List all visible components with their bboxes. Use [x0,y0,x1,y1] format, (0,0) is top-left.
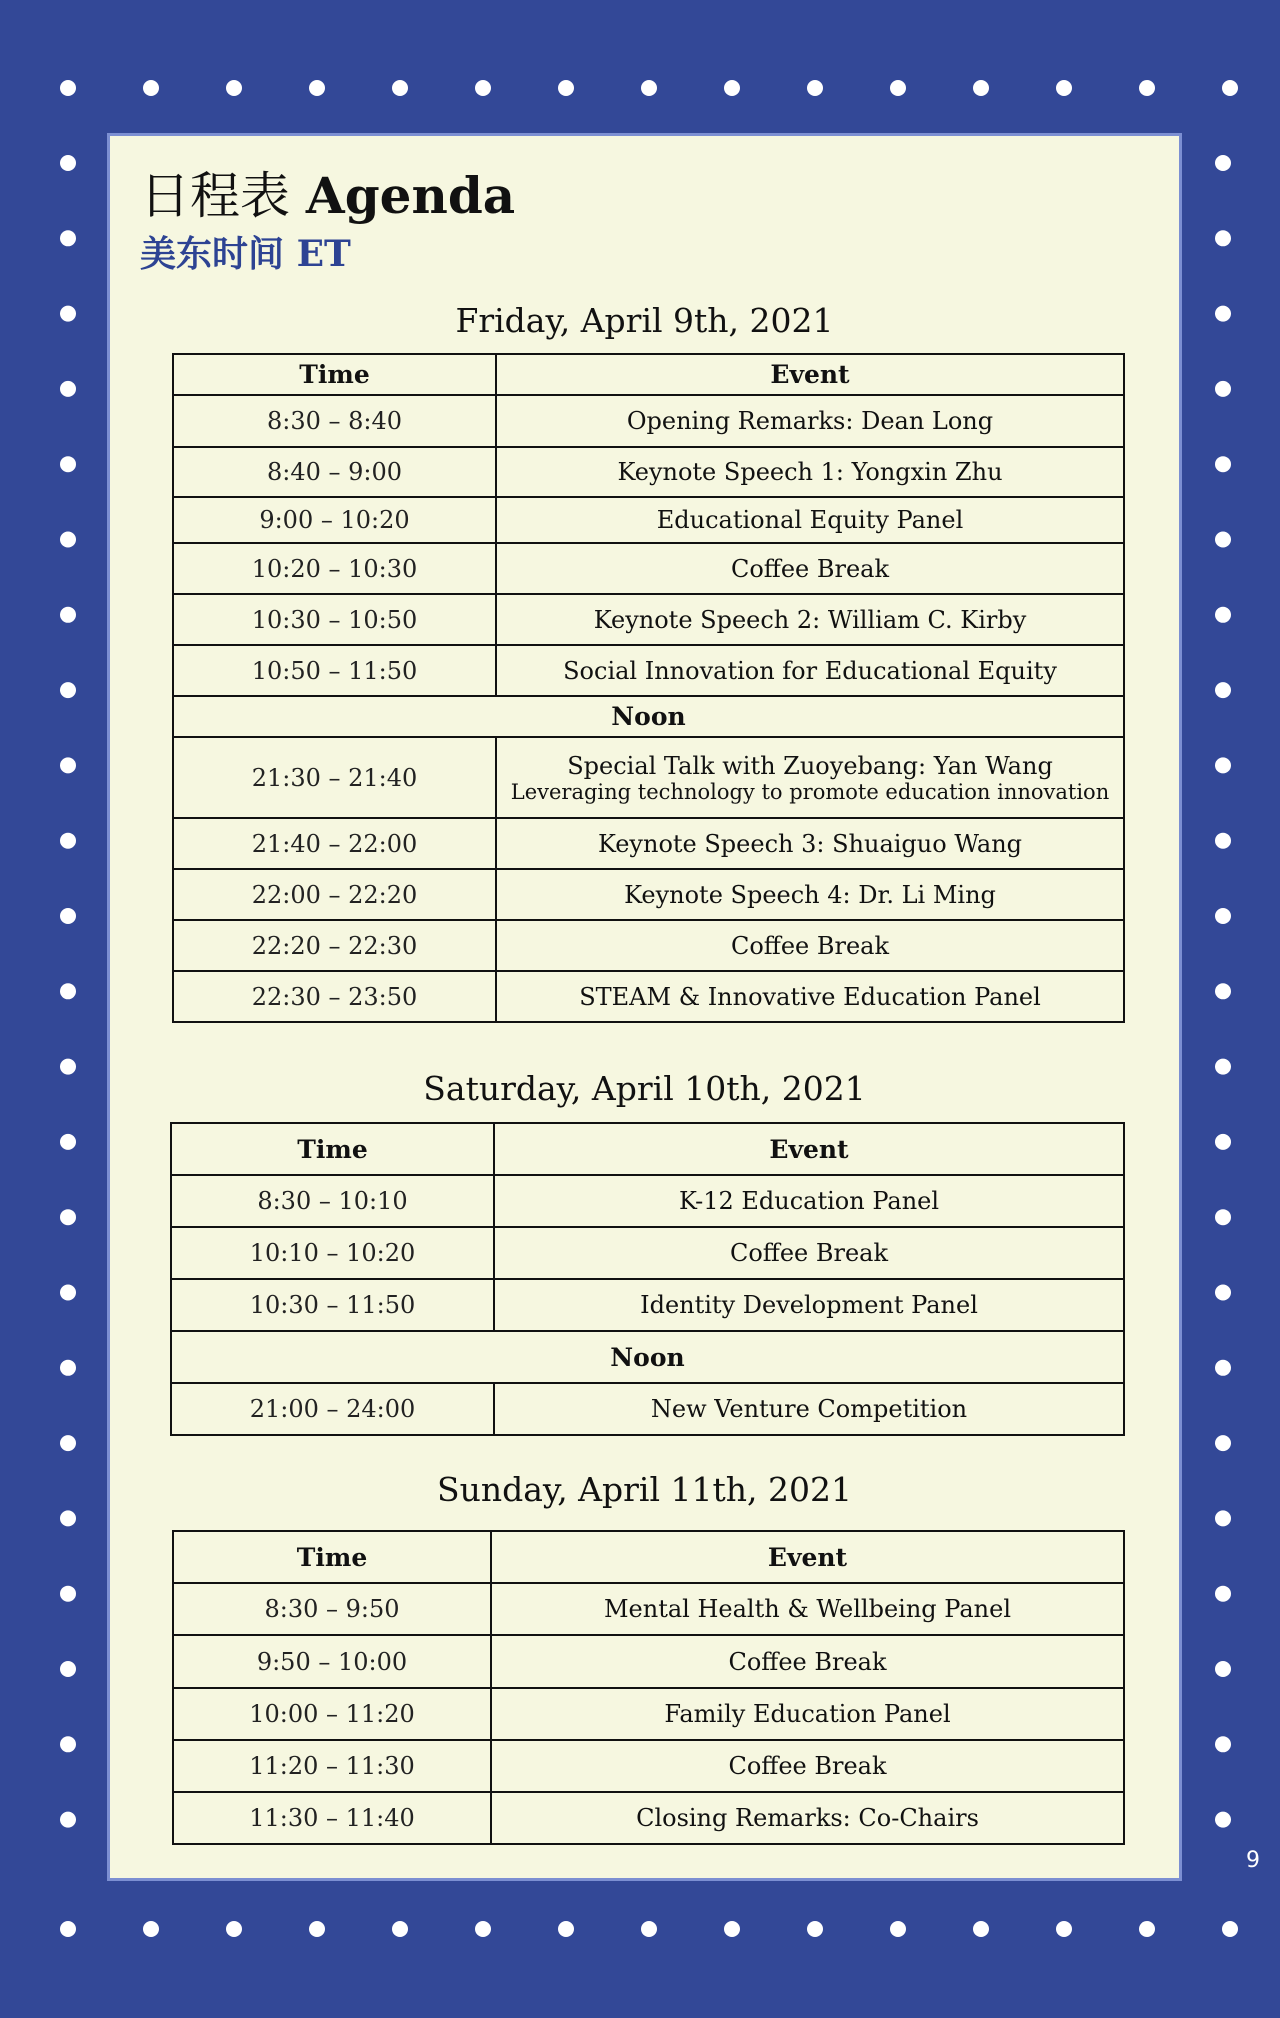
border-dot [641,80,657,96]
column-header-time: Time [173,354,496,395]
table-row [173,447,1124,497]
time-cell: 21:40 – 22:00 [173,818,496,869]
border-dot [60,456,76,472]
border-dot [392,1921,408,1937]
border-dot [60,1812,76,1828]
border-dot [60,80,76,96]
event-cell: Coffee Break [491,1635,1124,1688]
border-dot [1215,1586,1231,1602]
border-dot [1139,1921,1155,1937]
border-dot [641,1921,657,1937]
table-row [171,1383,1124,1435]
border-dot [1215,757,1231,773]
border-dot [143,1921,159,1937]
border-dot [1139,80,1155,96]
table-row [173,594,1124,645]
border-dot [475,80,491,96]
time-cell: 22:00 – 22:20 [173,869,496,920]
border-dot [1215,155,1231,171]
border-dot [1056,1921,1072,1937]
border-dot [1215,1736,1231,1752]
subtitle-chinese: 美东时间 [140,233,285,275]
agenda-table-friday [172,353,1125,1023]
event-cell: Identity Development Panel [494,1279,1124,1331]
event-cell: Coffee Break [496,543,1124,594]
border-dot [60,306,76,322]
event-cell: Coffee Break [494,1227,1124,1279]
event-cell: Coffee Break [496,920,1124,971]
border-dot [60,983,76,999]
border-dot [1215,607,1231,623]
border-dot [1215,532,1231,548]
time-cell: 10:10 – 10:20 [171,1227,494,1279]
table-header-row [173,354,1124,395]
day-heading-saturday: Saturday, April 10th, 2021 [423,1069,866,1108]
table-header-row [171,1123,1124,1175]
border-dot [60,1285,76,1301]
table-row [173,1583,1124,1635]
border-dot [973,80,989,96]
title-chinese: 日程表 [140,167,290,225]
border-dot [1056,80,1072,96]
event-cell: Keynote Speech 1: Yongxin Zhu [496,447,1124,497]
time-cell: 8:30 – 9:50 [173,1583,491,1635]
event-cell: Educational Equity Panel [496,497,1124,543]
title-english: Agenda [305,166,516,225]
border-dot [60,1661,76,1677]
table-row [173,543,1124,594]
border-dot [60,155,76,171]
table-row [173,1792,1124,1844]
column-header-time: Time [171,1123,494,1175]
event-cell: Opening Remarks: Dean Long [496,395,1124,447]
time-cell: 21:30 – 21:40 [173,737,496,818]
table-row [173,818,1124,869]
column-header-time: Time [173,1531,491,1583]
border-dot [60,833,76,849]
border-dot [60,230,76,246]
agenda-table-sunday [172,1530,1125,1845]
agenda-page [107,133,1182,1881]
border-dot [1215,833,1231,849]
time-cell: 22:20 – 22:30 [173,920,496,971]
column-header-event: Event [494,1123,1124,1175]
border-dot [1215,908,1231,924]
event-subtitle: Leveraging technology to promote education innovation [510,779,1110,804]
time-cell: 9:00 – 10:20 [173,497,496,543]
noon-label: Noon [173,696,1124,737]
event-cell: Family Education Panel [491,1688,1124,1740]
column-header-event: Event [496,354,1124,395]
border-dot [1215,230,1231,246]
time-cell: 11:20 – 11:30 [173,1740,491,1792]
table-row [171,1227,1124,1279]
column-header-event: Event [491,1531,1124,1583]
table-row [173,645,1124,696]
event-cell: Keynote Speech 4: Dr. Li Ming [496,869,1124,920]
time-cell: 8:30 – 8:40 [173,395,496,447]
event-cell: Coffee Break [491,1740,1124,1792]
time-cell: 8:30 – 10:10 [171,1175,494,1227]
border-dot [309,1921,325,1937]
table-row [173,395,1124,447]
border-dot [890,80,906,96]
border-dot [558,1921,574,1937]
border-dot [973,1921,989,1937]
page-number: 9 [1246,1848,1260,1873]
border-dot [60,381,76,397]
noon-label: Noon [171,1331,1124,1383]
event-cell: Keynote Speech 3: Shuaiguo Wang [496,818,1124,869]
border-dot [724,80,740,96]
border-dot [60,682,76,698]
border-dot [1222,80,1238,96]
border-dot [60,532,76,548]
border-dot [1215,1812,1231,1828]
event-cell: Social Innovation for Educational Equity [496,645,1124,696]
border-dot [143,80,159,96]
table-row [173,737,1124,818]
time-cell: 11:30 – 11:40 [173,1792,491,1844]
border-dot [475,1921,491,1937]
border-dot [60,1736,76,1752]
border-dot [60,1360,76,1376]
border-dot [60,1134,76,1150]
border-dot [1222,1921,1238,1937]
time-cell: 10:00 – 11:20 [173,1688,491,1740]
table-row [171,1279,1124,1331]
noon-row [173,696,1124,737]
event-cell: Mental Health & Wellbeing Panel [491,1583,1124,1635]
border-dot [1215,306,1231,322]
event-title: Special Talk with Zuoyebang: Yan Wang [567,751,1053,780]
time-cell: 22:30 – 23:50 [173,971,496,1022]
border-dot [1215,1059,1231,1075]
border-dot [60,1209,76,1225]
subtitle-english: ET [296,233,351,275]
noon-row [171,1331,1124,1383]
time-cell: 10:20 – 10:30 [173,543,496,594]
time-cell: 10:50 – 11:50 [173,645,496,696]
table-row [173,920,1124,971]
time-cell: 10:30 – 11:50 [171,1279,494,1331]
table-row [173,869,1124,920]
time-cell: 9:50 – 10:00 [173,1635,491,1688]
table-header-row [173,1531,1124,1583]
event-cell: STEAM & Innovative Education Panel [496,971,1124,1022]
event-cell: Closing Remarks: Co-Chairs [491,1792,1124,1844]
border-dot [1215,1134,1231,1150]
border-dot [60,1435,76,1451]
border-dot [226,1921,242,1937]
border-dot [1215,1435,1231,1451]
border-dot [807,1921,823,1937]
border-dot [60,1921,76,1937]
border-dot [226,80,242,96]
border-dot [309,80,325,96]
time-cell: 8:40 – 9:00 [173,447,496,497]
border-dot [1215,381,1231,397]
day-heading-friday: Friday, April 9th, 2021 [455,301,834,340]
border-dot [558,80,574,96]
border-dot [807,80,823,96]
border-dot [60,757,76,773]
border-dot [1215,682,1231,698]
border-dot [724,1921,740,1937]
table-row [173,1740,1124,1792]
border-dot [1215,1360,1231,1376]
border-dot [60,607,76,623]
event-cell: New Venture Competition [494,1383,1124,1435]
border-dot [1215,456,1231,472]
border-dot [1215,1661,1231,1677]
page-title [140,156,515,228]
table-row [173,497,1124,543]
border-dot [1215,1209,1231,1225]
border-dot [60,908,76,924]
table-row [173,971,1124,1022]
page-subtitle [140,226,351,277]
border-dot [60,1586,76,1602]
event-cell: Keynote Speech 2: William C. Kirby [496,594,1124,645]
border-dot [60,1059,76,1075]
day-heading-sunday: Sunday, April 11th, 2021 [437,1470,852,1509]
border-dot [60,1510,76,1526]
border-dot [890,1921,906,1937]
time-cell: 21:00 – 24:00 [171,1383,494,1435]
table-row [173,1635,1124,1688]
event-cell [496,737,1124,818]
table-row [173,1688,1124,1740]
agenda-table-saturday [170,1122,1125,1436]
event-cell: K-12 Education Panel [494,1175,1124,1227]
border-dot [1215,983,1231,999]
time-cell: 10:30 – 10:50 [173,594,496,645]
border-dot [1215,1285,1231,1301]
border-dot [1215,1510,1231,1526]
border-dot [392,80,408,96]
table-row [171,1175,1124,1227]
